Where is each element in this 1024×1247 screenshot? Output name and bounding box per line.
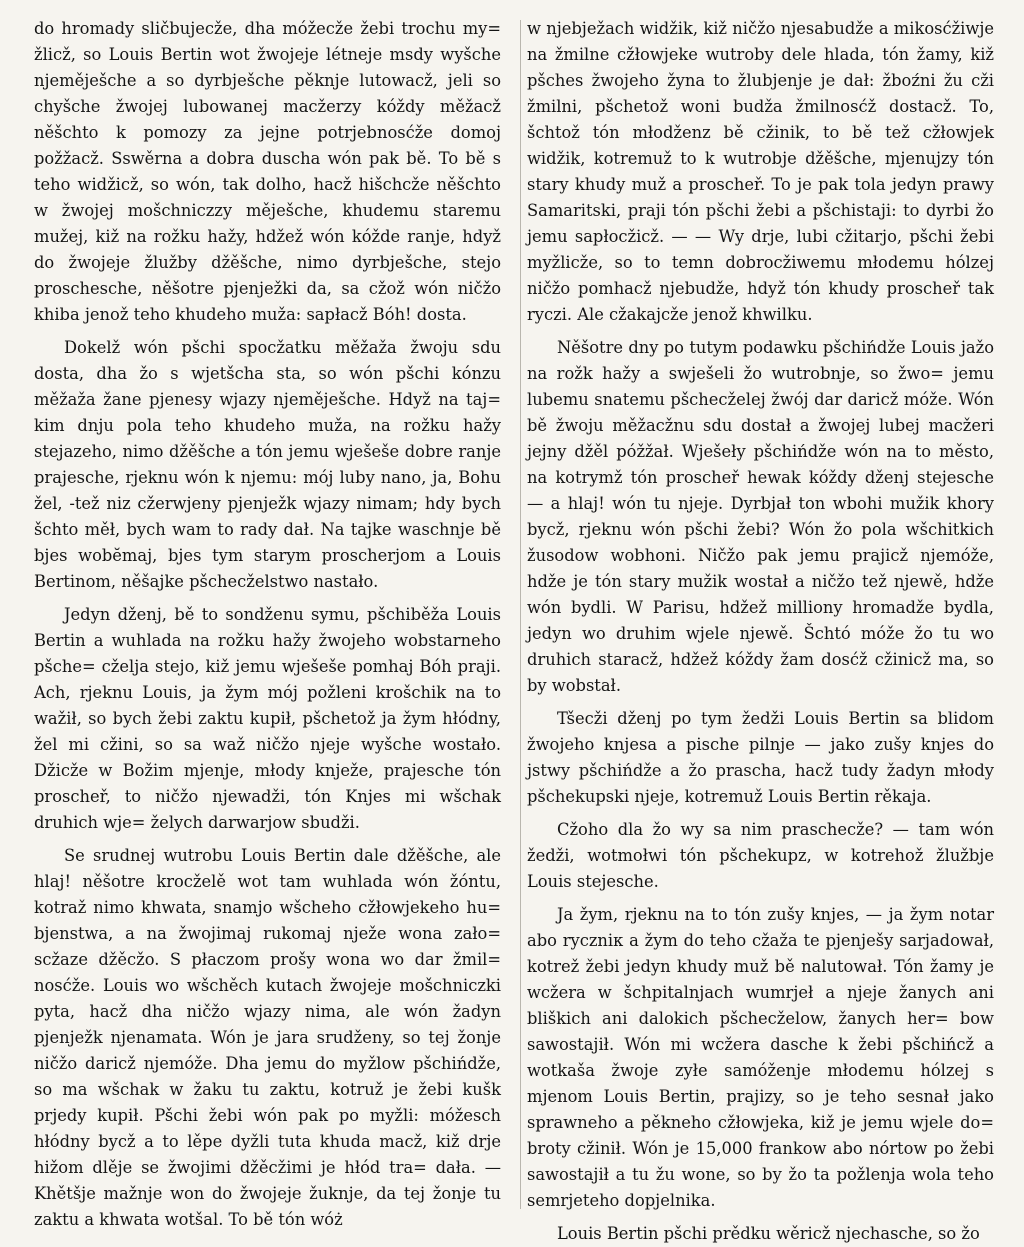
left-column bbox=[34, 16, 501, 1229]
paragraph: Něšotre dny po tutym podawku pšchińdže Louis jažo na rožk hažy a swješeli žo wutrobnje, so žwo= jemu lubemu snatemu pšchecželej žwój dar daricž móže. Wón bě žwoju měžacžnu sdu dostał a žwojej lubej macžeri jejny džěl póžžał. Wješeły pšchińdže wón na to město, na kotrymž tón proscheř hewak kóždy dženj stejesche — a hlaj! wón tu njeje. Dyrbjał ton wbohi mužik khory bycž, rjeknu wón pšchi žebi? Wón žo pola wšchitkich žusodow wobhoni. Ničžo pak jemu prajicž njemóže, hdže je tón stary mužik wostał a ničžo tež njewě, hdže wón bydli. W Parisu, hdžež milliony hromadže bydla, jedyn wo druhim wjele njewě. Šchtó móže žo tu wo druhich staracž, hdžež kóždy žam dosćž cžinicž ma, so by wobstał. bbox=[527, 338, 994, 695]
right-column bbox=[527, 16, 1002, 1243]
column-divider bbox=[520, 20, 521, 1209]
paragraph: w njebježach widžik, kiž ničžo njesabudže a mikosćžiwje na žmilne cžłowjeke wutroby dele hlada, tón žamy, kiž pšches žwojeho žyna to žlubjenje je dał: žboźni žu cži žmilni, pšchetož woni budža žmilnosćž dostacž. To, šchtož tón młodženz bě cžinik, to bě tež cžłowjek widžik, kotremuž to k wutrobje džěšche, mjenujzy tón stary khudy muž a proscheř. To je pak tola jedyn prawy Samaritski, praji tón pšchi žebi a pšchistaji: to dyrbi žo jemu sapłocžicž. — — Wy drje, lubi cžitarjo, pšchi žebi myžlicže, so to temn dobrocžiwemu młodemu hólzej ničžo pomhacž njebudže, hdyž tón khudy proscheř tak ryczi. Ale cžakajcže jenož khwilku. bbox=[527, 19, 994, 324]
paragraph: Se srudnej wutrobu Louis Bertin dale džěšche, ale hlaj! něšotre krocželě wot tam wuhlada wón žóntu, kotraž nimo khwata, snamjo wšcheho cžłowjekeho hu= bjenstwa, a na žwojimaj rukomaj nježe wona zało= scžaze džěcžo. S płaczom prošy wona wo dar žmil= nosćže. Louis wo wšchěch kutach žwojeje mošchniczki pyta, hacž dha ničžo wjazy nima, ale wón žadyn pjenježk njenamata. Wón je jara srudženy, so tej žonje ničžo daricž njemóže. Dha jemu do myžlow pšchińdže, so ma wšchak w žaku tu zaktu, kotruž je žebi kušk prjedy kupił. Pšchi žebi wón pak po myžli: móžesch hłódny bycž a to lěpe dyžli tuta khuda macž, kiž drje hižom dlěje se žwojimi džěcžimi je hłód tra= dała. — Khětšje mažnje won do žwojeje žuknje, da tej žonje tu zaktu a khwata wotšal. To bě tón wóż bbox=[34, 846, 501, 1229]
paragraph: do hromady sličbujecže, dha móžecže žebi trochu my= žlicž, so Louis Bertin wot žwojeje létneje msdy wyšche njeměješche a so dyrbješche pěknje lutowacž, jeli so chyšche žwojej lubowanej macžerzy kóždy měžacž něšchto k pomozy za jejne potrjebnosćže domoj požžacž. Sswěrna a dobra duscha wón pak bě. To bě s teho widžicž, so wón, tak dolho, hacž hišchcže něšchto w žwojej mošchniczzy měješche, khudemu staremu mužej, kiž na rožku hažy, hdžež wón kóžde ranje, hdyž do žwojeje žlužby džěšche, nimo dyrbješche, stejo proschesche, něšotre pjenježki da, sa cžož wón ničžo khiba jenož teho khudeho muža: sapłacž Bóh! dosta. bbox=[34, 19, 501, 324]
paragraph: Tšecži dženj po tym žedži Louis Bertin sa blidom žwojeho knjesa a pische pilnje — jako zušy knjes do jstwy pšchińdže a žo prascha, hacž tudy žadyn młody pšchekupski njeje, kotremuž Louis Bertin rěkaja. bbox=[527, 709, 994, 806]
paragraph: Louis Bertin pšchi prědku wěricž njechasche, so žo bbox=[557, 1224, 980, 1243]
paragraph: Jedyn dženj, bě to sondženu symu, pšchiběža Louis Bertin a wuhlada na rožku hažy žwojeho wobstarneho pšche= cželja stejo, kiž jemu wješeše pomhaj Bóh praji. Ach, rjeknu Louis, ja žym mój požleni krošchik na to wažił, so bych žebi zaktu kupił, pšchetož ja žym hłódny, žel mi cžini, so sa waž ničžo njeje wyšche wostało. Džicže w Božim mjenje, młody knježe, prajesche tón proscheř, to ničžo njewadži, tón Knjes mi wšchak druhich wje= želych darwarjow sbudži. bbox=[34, 605, 501, 832]
paragraph: Dokelž wón pšchi spocžatku měžaža žwoju sdu dosta, dha žo s wjetšcha sta, so wón pšchi kónzu měžaža žane pjenesy wjazy njeměješche. Hdyž na taj= kim dnju pola teho khudeho muža, na rožku hažy stejazeho, nimo džěšche a tón jemu wješeše dobre ranje prajesche, rjeknu wón k njemu: mój luby nano, ja, Bohu žel, -tež niz cžerwjeny pjenježk wjazy nimam; hdy bych šchto měł, bych wam to rady dał. Na tajke waschnje bě bjes wobĕmaj, bjes tym starym proscherjom a Louis Bertinom, něšajke pšchecželstwo nastało. bbox=[34, 338, 501, 591]
paragraph: Cžoho dla žo wy sa nim praschecže? — tam wón žedži, wotmołwi tón pšchekupz, w kotrehož žlužbje Louis stejesche. bbox=[527, 820, 994, 891]
paragraph: Ja žym, rjeknu na to tón zušy knjes, — ja žym notar abo ryczniк a žym do teho cžaža te pjenješy sarjadował, kotrež žebi jedyn khudy muž bě nalutował. Tón žamy je wcžera w šchpitalnjach wumrjeł a njeje žanych ani bliškich ani dalokich pšchecželow, žanych her= bow sawostajił. Wón mi wcžera dasche k žebi pšchińcž a wotkaša žwoje zyłe samóženje młodemu hólzej s mjenom Louis Bertin, prajizy, so je teho sesnał jako sprawneho a pěkneho cžłowjeka, kiž je jemu wjele do= broty cžinił. Wón je 15,000 frankow abo nórtow po žebi sawostajił a tu žu wone, so by žo ta požlenja wola teho semrjeteho dopjelnika. bbox=[527, 905, 994, 1210]
